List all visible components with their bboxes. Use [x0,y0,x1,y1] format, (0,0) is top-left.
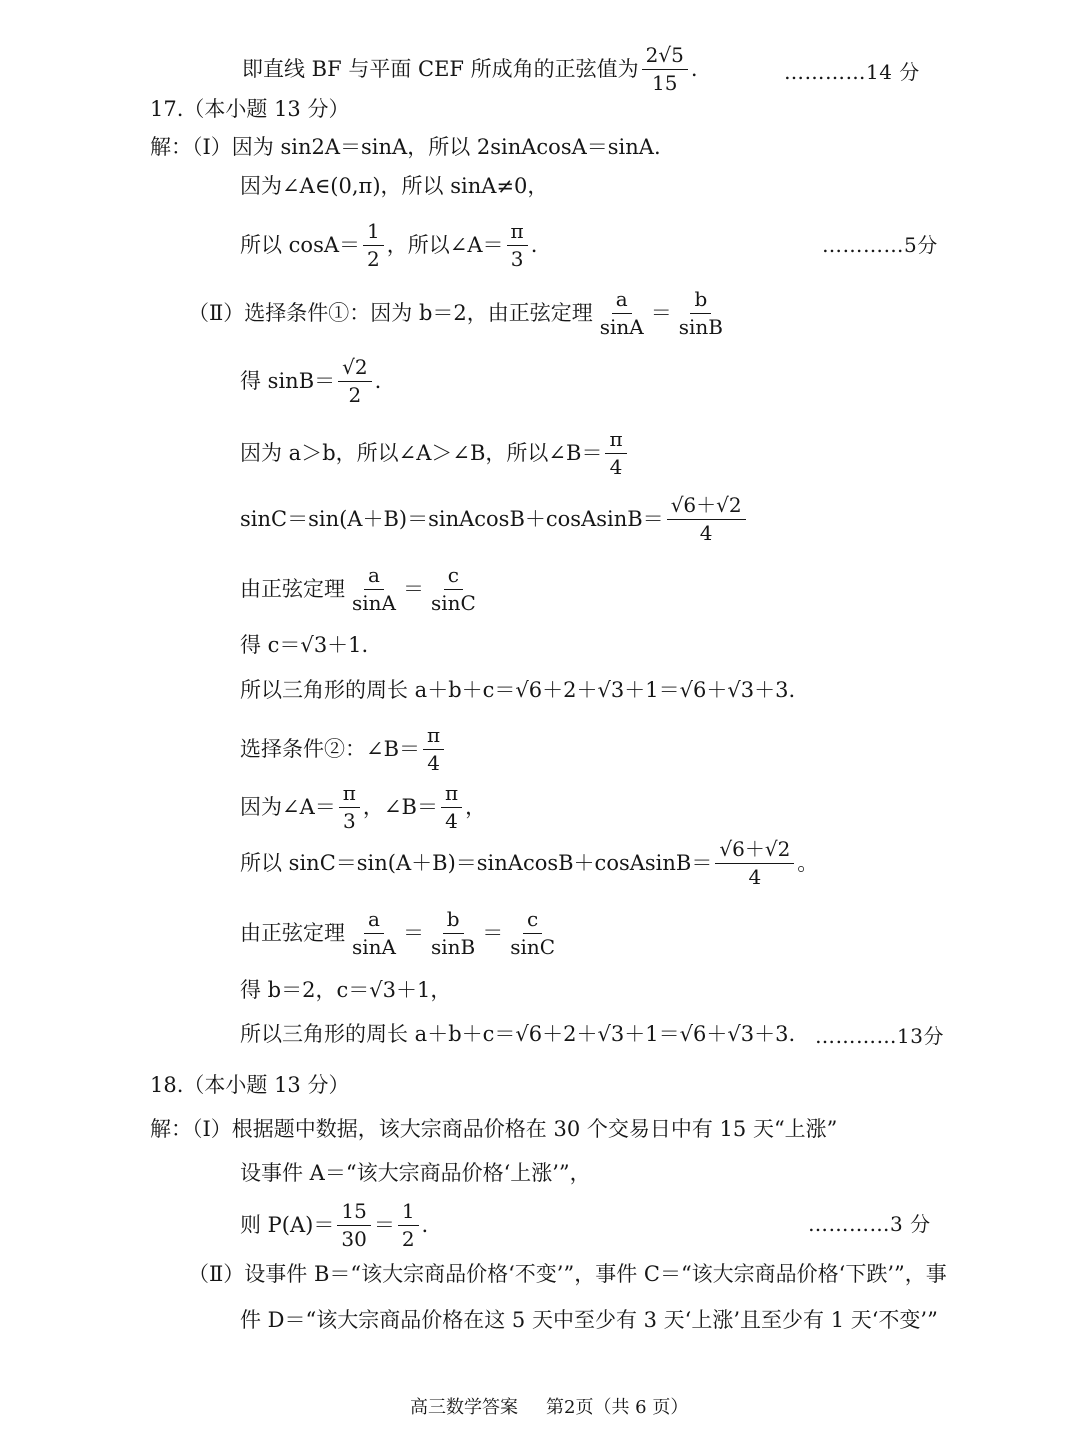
fraction [667,494,746,545]
text: . [374,368,382,393]
numerator: 15 [337,1200,370,1226]
q18-line2: 设事件 A＝“该大宗商品价格‘上涨’”， [240,1161,591,1185]
text: sinC＝sin(A＋B)＝sinAcosB＋cosAsinB＝ [240,506,664,531]
text: 所以 cosA＝ [240,232,361,257]
denominator: sinC [430,591,476,615]
fraction [427,908,479,959]
q17-part1-line3 [240,220,537,271]
numerator: √6＋√2 [667,494,746,520]
text: 选择条件②：∠B＝ [240,736,421,761]
q17-part2-line10 [240,838,818,889]
text: ，∠B＝ [362,794,438,819]
text: ＝ [650,300,672,325]
denominator: sinA [352,935,396,959]
text: 得 sinB＝ [240,368,336,393]
score-14: …………14 分 [784,60,920,84]
q18-line3 [240,1200,428,1251]
text: ＝ [373,1212,395,1237]
numerator: 1 [363,220,384,246]
fraction [441,782,462,833]
denominator: sinA [352,591,396,615]
text: ＝ [402,576,424,601]
text: . [530,232,538,257]
q17-part2-line12: 得 b＝2，c＝√3＋1， [240,978,452,1002]
fraction [675,288,727,339]
denominator: sinB [430,935,476,959]
numerator: π [605,428,626,454]
text: ， [465,794,487,819]
q17-part2-line2 [240,356,381,407]
numerator: √6＋√2 [715,838,794,864]
footer-page-number: 第2页（共 6 页） [546,1397,689,1418]
text: ，所以∠A＝ [386,232,504,257]
numerator: c [444,564,463,590]
q17-part2-line13: 所以三角形的周长 a＋b＋c＝√6＋2＋√3＋1＝√6＋√3＋3. [240,1022,796,1046]
q17-part2-line4 [240,494,749,545]
denominator: 3 [510,247,524,271]
numerator: c [523,908,542,934]
q17-part2-line11 [240,908,562,959]
text: ＝ [402,920,424,945]
fraction [348,564,400,615]
q18-title: 18.（本小题 13 分） [150,1073,350,1097]
denominator: 4 [699,521,713,545]
text: 则 P(A)＝ [240,1212,335,1237]
fraction [507,220,528,271]
q18-line5: 件 D＝“该大宗商品价格在这 5 天中至少有 3 天‘上涨’且至少有 1 天‘不变’” [240,1308,938,1332]
fraction [715,838,794,889]
denominator: 4 [748,865,762,889]
text: 即直线 BF 与平面 CEF 所成角的正弦值为 [242,56,639,81]
fraction [605,428,626,479]
q17-part2-line1 [188,288,730,339]
text: 因为 a＞b，所以∠A＞∠B，所以∠B＝ [240,440,603,465]
q17-part2-line7: 所以三角形的周长 a＋b＋c＝√6＋2＋√3＋1＝√6＋√3＋3. [240,678,796,702]
text: （Ⅱ）选择条件①：因为 b＝2，由正弦定理 [188,300,593,325]
q17-part1-line2: 因为∠A∈(0,π)，所以 sinA≠0， [240,174,549,198]
denominator: sinA [599,315,644,339]
fraction [338,356,371,407]
q17-part2-line9 [240,782,486,833]
text: 因为∠A＝ [240,794,336,819]
fraction [398,1200,419,1251]
numerator: 2√5 [642,44,688,70]
denominator: 4 [427,751,440,775]
numerator: √2 [338,356,371,382]
fraction [337,1200,370,1251]
fraction [348,908,400,959]
score-3: …………3 分 [808,1212,931,1236]
text: ＝ [482,920,504,945]
denominator: 30 [341,1227,367,1251]
denominator: sinC [510,935,556,959]
text: . [690,56,698,81]
score-13: …………13分 [815,1024,944,1048]
q18-line1: 解：（Ⅰ）根据题中数据，该大宗商品价格在 30 个交易日中有 15 天“上涨” [150,1117,838,1141]
numerator: π [507,220,528,246]
fraction [596,288,648,339]
fraction [423,724,444,775]
numerator: π [339,782,360,808]
q17-part2-line3 [240,428,630,479]
fraction [506,908,559,959]
denominator: 2 [401,1227,415,1251]
numerator: b [690,288,711,314]
denominator: 2 [367,247,380,271]
denominator: 4 [609,455,623,479]
answer-line-sine-value [242,44,698,95]
q17-part2-line5 [240,564,483,615]
fraction [642,44,688,95]
text: . [421,1212,429,1237]
numerator: a [364,908,384,934]
text: 由正弦定理 [240,920,345,945]
numerator: 1 [398,1200,419,1226]
footer-subject: 高三数学答案 [410,1397,518,1418]
fraction [427,564,480,615]
denominator: 4 [445,809,458,833]
q17-part2-line6: 得 c＝√3＋1. [240,633,369,657]
score-5: …………5分 [822,233,938,257]
numerator: a [612,288,632,314]
denominator: 3 [342,809,356,833]
numerator: b [443,908,464,934]
q18-line4: （Ⅱ）设事件 B＝“该大宗商品价格‘不变’”，事件 C＝“该大宗商品价格‘下跌’”，事 [188,1262,947,1286]
fraction [363,220,384,271]
q17-title: 17.（本小题 13 分） [150,97,350,121]
numerator: a [364,564,384,590]
numerator: π [423,724,444,750]
denominator: 15 [652,71,678,95]
q17-part1-line1: 解：（Ⅰ）因为 sin2A＝sinA，所以 2sinAcosA＝sinA. [150,135,661,159]
q17-part2-line8 [240,724,447,775]
denominator: 2 [348,383,362,407]
text: 。 [797,850,819,875]
denominator: sinB [678,315,723,339]
text: 由正弦定理 [240,576,345,601]
numerator: π [441,782,462,808]
text: 所以 sinC＝sin(A＋B)＝sinAcosB＋cosAsinB＝ [240,850,713,875]
fraction [339,782,360,833]
